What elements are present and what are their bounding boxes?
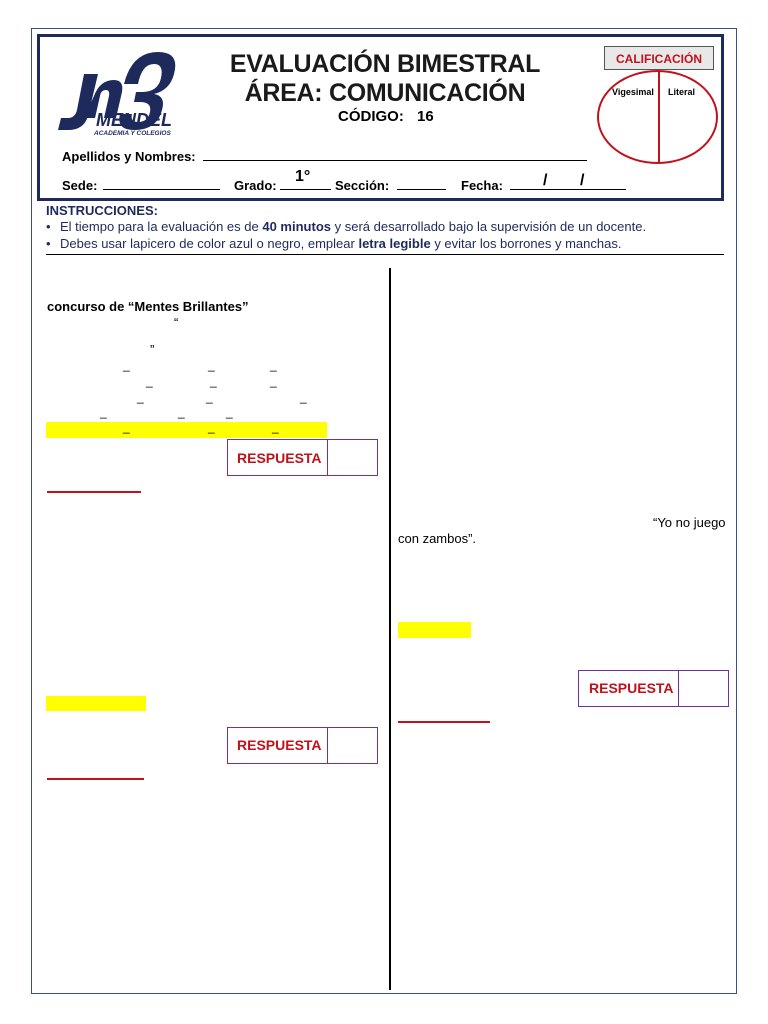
dash-mark: _ bbox=[300, 390, 307, 404]
dash-mark: _ bbox=[206, 390, 213, 404]
logo-text: MENDEL bbox=[96, 110, 172, 130]
codigo-label: CÓDIGO: bbox=[338, 108, 404, 125]
dash-mark: _ bbox=[178, 405, 185, 419]
instruction-item-1: • El tiempo para la evaluación es de 40 minutos y será desarrollado bajo la supervisión de un docente. bbox=[46, 219, 647, 234]
dash-mark: _ bbox=[208, 420, 215, 434]
grado-label: Grado: bbox=[234, 178, 277, 193]
dash-mark: _ bbox=[270, 374, 277, 388]
sede-line[interactable] bbox=[103, 189, 220, 190]
seccion-label: Sección: bbox=[335, 178, 390, 193]
dash-mark: _ bbox=[270, 358, 277, 372]
nombres-line[interactable] bbox=[203, 160, 587, 161]
codigo-value: 16 bbox=[417, 108, 434, 125]
grado-line[interactable] bbox=[280, 189, 331, 190]
column-divider bbox=[389, 268, 391, 990]
respuesta-box-divider bbox=[327, 439, 328, 476]
sede-label: Sede: bbox=[62, 178, 98, 193]
dash-mark: _ bbox=[210, 374, 217, 388]
respuesta-label: RESPUESTA bbox=[237, 737, 322, 753]
highlight-bar bbox=[46, 696, 146, 711]
red-underline bbox=[47, 491, 141, 493]
quote-line-1: “Yo no juego bbox=[653, 515, 726, 530]
nombres-label: Apellidos y Nombres: bbox=[62, 149, 196, 164]
respuesta-label: RESPUESTA bbox=[589, 680, 674, 696]
fecha-label: Fecha: bbox=[461, 178, 503, 193]
literal-label: Literal bbox=[668, 87, 696, 97]
title-line1: EVALUACIÓN BIMESTRAL bbox=[229, 50, 541, 78]
open-quote: “ bbox=[174, 315, 179, 330]
dash-mark: _ bbox=[100, 405, 107, 419]
bullet-icon: • bbox=[46, 219, 51, 234]
instructions-divider bbox=[46, 254, 724, 255]
red-underline bbox=[47, 778, 144, 780]
dash-mark: _ bbox=[208, 358, 215, 372]
dash-mark: _ bbox=[146, 374, 153, 388]
grado-value: 1° bbox=[295, 168, 311, 185]
fecha-line[interactable] bbox=[510, 189, 626, 190]
title-line2: ÁREA: COMUNICACIÓN bbox=[244, 79, 526, 107]
concurso-text: concurso de “Mentes Brillantes” bbox=[47, 299, 249, 314]
respuesta-box-divider bbox=[327, 727, 328, 764]
dash-mark: _ bbox=[123, 420, 130, 434]
respuesta-label: RESPUESTA bbox=[237, 450, 322, 466]
red-underline bbox=[398, 721, 490, 723]
highlight-bar bbox=[398, 622, 471, 638]
seccion-line[interactable] bbox=[397, 189, 446, 190]
close-quote: ” bbox=[150, 342, 155, 357]
fecha-slash-2: / bbox=[580, 172, 585, 189]
instructions-title: INSTRUCCIONES: bbox=[46, 203, 158, 218]
logo-subtext: ACADEMIA Y COLEGIOS bbox=[94, 130, 171, 136]
instruction-item-2: • Debes usar lapicero de color azul o negro, emplear letra legible y evitar los borrones y manchas. bbox=[46, 236, 622, 251]
grade-ellipse-divider bbox=[658, 72, 660, 162]
bullet-icon: • bbox=[46, 236, 51, 251]
dash-mark: _ bbox=[272, 420, 279, 434]
respuesta-box-divider bbox=[678, 670, 679, 707]
calificacion-label: CALIFICACIÓN bbox=[616, 52, 702, 66]
dash-mark: _ bbox=[226, 405, 233, 419]
vigesimal-label: Vigesimal bbox=[612, 87, 654, 97]
quote-line-2: con zambos”. bbox=[398, 531, 477, 546]
mendel-logo bbox=[54, 44, 184, 136]
dash-mark: _ bbox=[123, 358, 130, 372]
highlight-bar bbox=[46, 422, 327, 438]
fecha-slash-1: / bbox=[543, 172, 548, 189]
dash-mark: _ bbox=[137, 390, 144, 404]
